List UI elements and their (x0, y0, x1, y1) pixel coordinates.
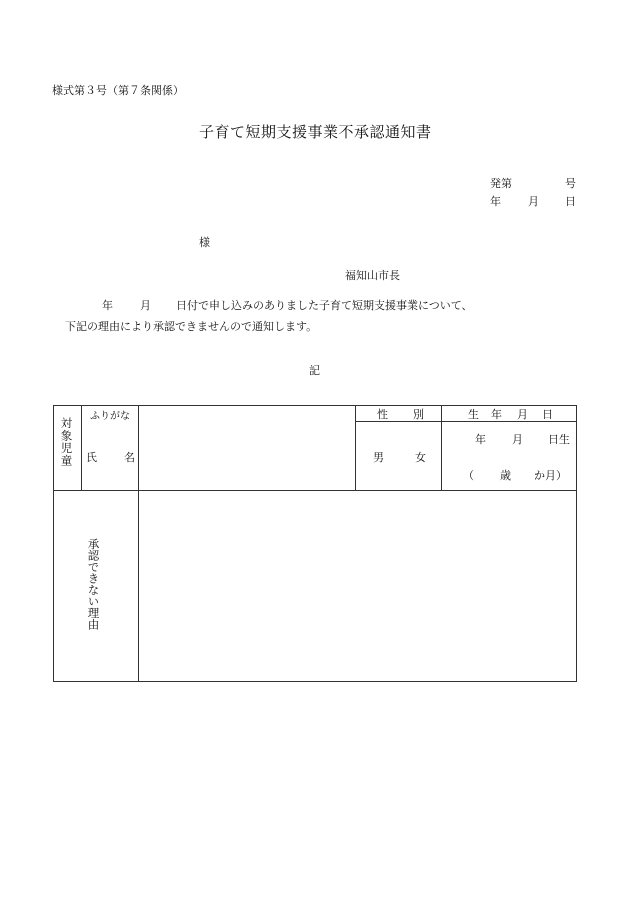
birth-header-month: 月 (517, 408, 528, 421)
table-col-divider-label (138, 405, 139, 682)
gender-male: 男 (373, 451, 384, 464)
gender-header-first: 性 (377, 408, 388, 421)
name-label-first: 氏 (86, 451, 97, 464)
page-title: 子育て短期支援事業不承認通知書 (199, 123, 432, 141)
issue-date-day: 日 (565, 195, 576, 208)
table-border-right (576, 405, 577, 682)
birth-month: 月 (512, 433, 523, 446)
age-open-paren: （ (463, 469, 474, 482)
birth-year: 年 (475, 433, 486, 446)
birth-header-day: 日 (542, 408, 553, 421)
sender-name: 福知山市長 (345, 269, 400, 282)
birth-header-year: 年 (491, 408, 502, 421)
body-line2: 下記の理由により承認できませんので通知します。 (65, 320, 318, 333)
birth-header-sei: 生 (468, 408, 479, 421)
ki-label: 記 (309, 364, 320, 377)
birth-day: 日生 (548, 433, 570, 446)
furigana-label: ふりがな (90, 411, 130, 422)
subject-label: 対象児童 (59, 417, 74, 467)
issue-number-prefix: 発第 (490, 177, 512, 190)
gender-header-second: 別 (413, 408, 424, 421)
table-border-left (53, 405, 54, 682)
table-col-divider-name (355, 405, 356, 491)
issue-number-suffix: 号 (565, 177, 576, 190)
body-month: 月 (140, 299, 151, 312)
issue-date-year: 年 (490, 195, 501, 208)
body-year: 年 (102, 299, 113, 312)
body-line1: 日付で申し込みのありました子育て短期支援事業について、 (176, 299, 473, 312)
addressee-suffix: 様 (199, 236, 210, 249)
age-years: 歳 (500, 469, 511, 482)
name-label-second: 名 (124, 451, 135, 464)
age-months: か月） (534, 469, 567, 482)
table-row-divider (53, 490, 577, 491)
issue-date-month: 月 (528, 195, 539, 208)
table-col-divider-gender (441, 405, 442, 491)
table-col-divider-subject (81, 405, 82, 491)
gender-female: 女 (415, 451, 426, 464)
form-number: 様式第３号（第７条関係） (52, 84, 184, 97)
table-border-bottom (53, 681, 577, 682)
reason-label: 承認できない理由 (86, 538, 101, 630)
